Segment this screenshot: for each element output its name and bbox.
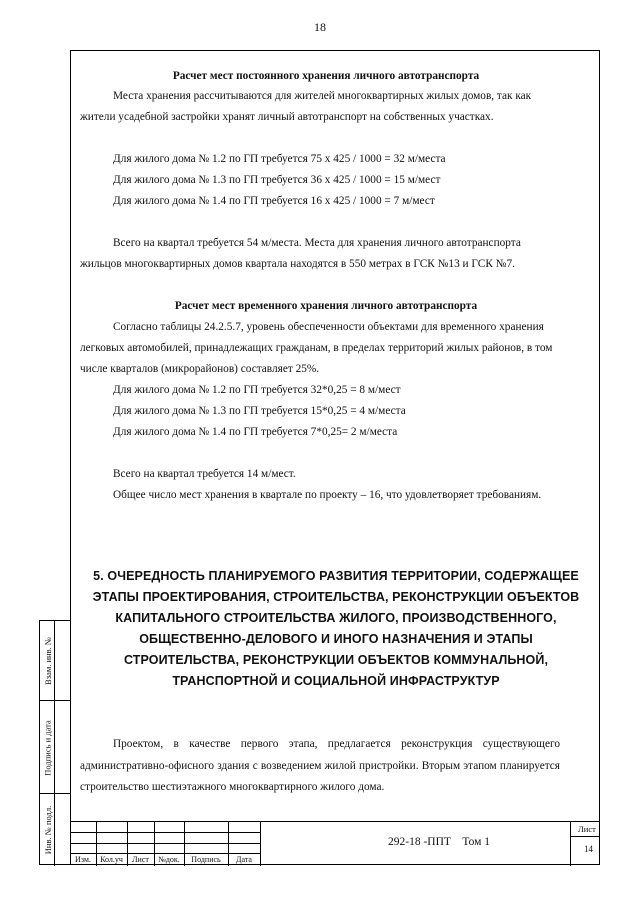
side-stamp: [39, 620, 70, 865]
sheet-label: Лист: [578, 824, 596, 834]
section-heading-permanent-parking: Расчет мест постоянного хранения личного автотранспорта: [172, 70, 480, 82]
page-number: 18: [314, 20, 326, 34]
side-label: Инв. № подл.: [43, 805, 53, 855]
calc-line: Для жилого дома № 1.4 по ГП требуется 7*0,25= 2 м/места: [113, 426, 398, 438]
column-label: Подпись: [191, 855, 221, 864]
section-5-title: 5. ОЧЕРЕДНОСТЬ ПЛАНИРУЕМОГО РАЗВИТИЯ ТЕРРИТОРИИ, СОДЕРЖАЩЕЕ ЭТАПЫ ПРОЕКТИРОВАНИЯ, СТРОИТЕЛЬСТВА, РЕКОНСТРУКЦИИ ОБЪЕКТОВ КАПИТАЛЬНОГО СТРОИТЕЛЬСТВА ЖИЛОГО, ПРОИЗВОДСТВЕННОГО, ОБЩЕСТВЕННО-ДЕЛОВОГО И ИНОГО НАЗНАЧЕНИЯ И ЭТАПЫ СТРОИТЕЛЬСТВА, РЕКОНСТРУКЦИИ ОБЪЕКТОВ КОММУНАЛЬНОЙ, ТРАНСПОРТНОЙ И СОЦИАЛЬНОЙ ИНФРАСТРУКТУР: [92, 569, 580, 688]
calc-line: Для жилого дома № 1.2 по ГП требуется 75 х 425 / 1000 = 32 м/места: [113, 153, 446, 165]
column-label: Кол.уч: [100, 855, 123, 864]
side-label: Взам. инв. №: [43, 637, 53, 685]
column-label: Лист: [132, 855, 149, 864]
paragraph-permanent-total: Всего на квартал требуется 54 м/места. Места для хранения личного автотранспорта жильцов многоквартирных домов квартала находятся в 550 метрах в ГСК №13 и ГСК №7.: [80, 237, 521, 270]
calc-line: Для жилого дома № 1.4 по ГП требуется 16 х 425 / 1000 = 7 м/мест: [113, 195, 435, 207]
paragraph-temporary-intro: Согласно таблицы 24.2.5.7, уровень обеспеченности объектами для временного хранения легковых автомобилей, принадлежащих гражданам, в пределах территорий жилых районов, в том числе кварталов (микрорайонов) составляет 25%.: [80, 321, 553, 375]
paragraph-conclusion: Общее число мест хранения в квартале по проекту – 16, что удовлетворяет требованиям.: [113, 489, 542, 501]
paragraph-permanent-intro: Места хранения рассчитываются для жителей многоквартирных жилых домов, так как жители усадебной застройки хранят личный автотранспорт на собственных участках.: [80, 90, 532, 123]
column-label: Изм.: [75, 855, 91, 864]
calc-line: Для жилого дома № 1.2 по ГП требуется 32*0,25 = 8 м/мест: [113, 384, 401, 396]
column-label: №док.: [158, 855, 180, 864]
calc-line: Для жилого дома № 1.3 по ГП требуется 15*0,25 = 4 м/места: [113, 405, 406, 417]
title-block: [70, 821, 600, 865]
section-5-body: Проектом, в качестве первого этапа, предлагается реконструкция существующего административно-офисного здания с возведением жилой пристройки. Вторым этапом планируется строительство шестиэтажного многоквартирного жилого дома.: [80, 738, 560, 793]
column-label: Дата: [236, 855, 252, 864]
paragraph-temporary-total: Всего на квартал требуется 14 м/мест.: [113, 468, 296, 480]
side-label: Подпись и дата: [43, 719, 54, 776]
document-code: 292-18 -ППТ Том 1: [388, 836, 491, 848]
sheet-number: 14: [584, 844, 593, 854]
calc-line: Для жилого дома № 1.3 по ГП требуется 36 х 425 / 1000 = 15 м/мест: [113, 174, 441, 186]
section-heading-temporary-parking: Расчет мест временного хранения личного автотранспорта: [174, 300, 478, 312]
